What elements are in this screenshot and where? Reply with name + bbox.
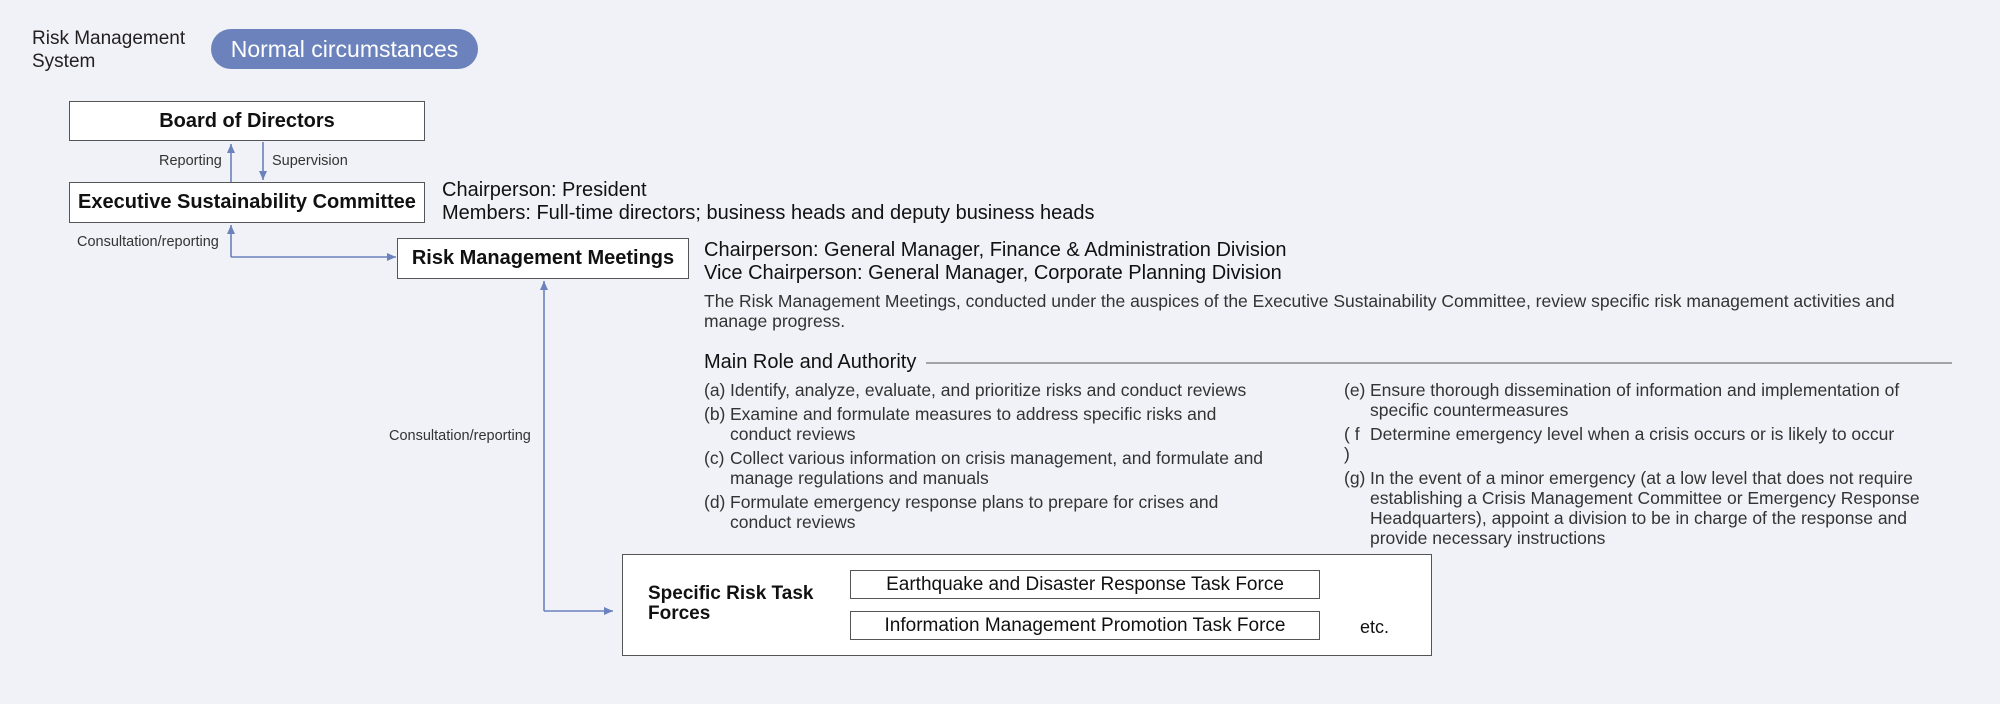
executive-committee-box: Executive Sustainability Committee (69, 182, 425, 223)
roles-heading: Main Role and Authority (704, 351, 922, 374)
role-item: (b) Examine and formulate measures to address specific risks and conduct reviews (704, 404, 1217, 444)
role-item: (d) Formulate emergency response plans to prepare for crises and conduct reviews (704, 492, 1219, 532)
role-item: (c) Collect various information on crisis management, and formulate and manage regulations and manuals (704, 448, 1264, 488)
roles-right-column (1344, 380, 1954, 548)
consultation-label-middle: Consultation/reporting (389, 428, 531, 444)
exec-chairperson: Chairperson: President (442, 179, 647, 201)
role-item: (g) In the event of a minor emergency (at a low level that does not require establishing a Crisis Management Committee or Emergency Response Headquarters), appoint a division to be in charge of the response and provide necessary instructions (1344, 468, 1920, 548)
task-force-information: Information Management Promotion Task Force (850, 611, 1320, 640)
role-item: (e) Ensure thorough dissemination of information and implementation of specific countermeasures (1344, 380, 1900, 420)
reporting-label: Reporting (159, 153, 222, 169)
task-force-earthquake: Earthquake and Disaster Response Task Force (850, 570, 1320, 599)
task-forces-title: Specific Risk Task Forces (648, 583, 814, 624)
rmm-vice-chairperson: Vice Chairperson: General Manager, Corporate Planning Division (704, 262, 1282, 284)
task-force-etc: etc. (1360, 617, 1390, 637)
roles-left-column (704, 380, 1314, 532)
rmm-chairperson: Chairperson: General Manager, Finance & Administration Division (704, 239, 1287, 261)
risk-management-meetings-box: Risk Management Meetings (397, 238, 689, 279)
role-item: (a) Identify, analyze, evaluate, and prioritize risks and conduct reviews (704, 380, 1247, 400)
supervision-label: Supervision (272, 153, 348, 169)
circumstance-badge: Normal circumstances (211, 29, 478, 69)
consultation-label-top: Consultation/reporting (77, 234, 219, 250)
exec-members: Members: Full-time directors; business heads and deputy business heads (442, 202, 1095, 224)
system-title: Risk Management System (32, 28, 186, 72)
role-item: ( f ) Determine emergency level when a crisis occurs or is likely to occur (1344, 424, 1895, 464)
board-of-directors-box: Board of Directors (69, 101, 425, 141)
rmm-description: The Risk Management Meetings, conducted under the auspices of the Executive Sustainability Committee, review specific risk management activities and manage progress. (704, 291, 1895, 331)
